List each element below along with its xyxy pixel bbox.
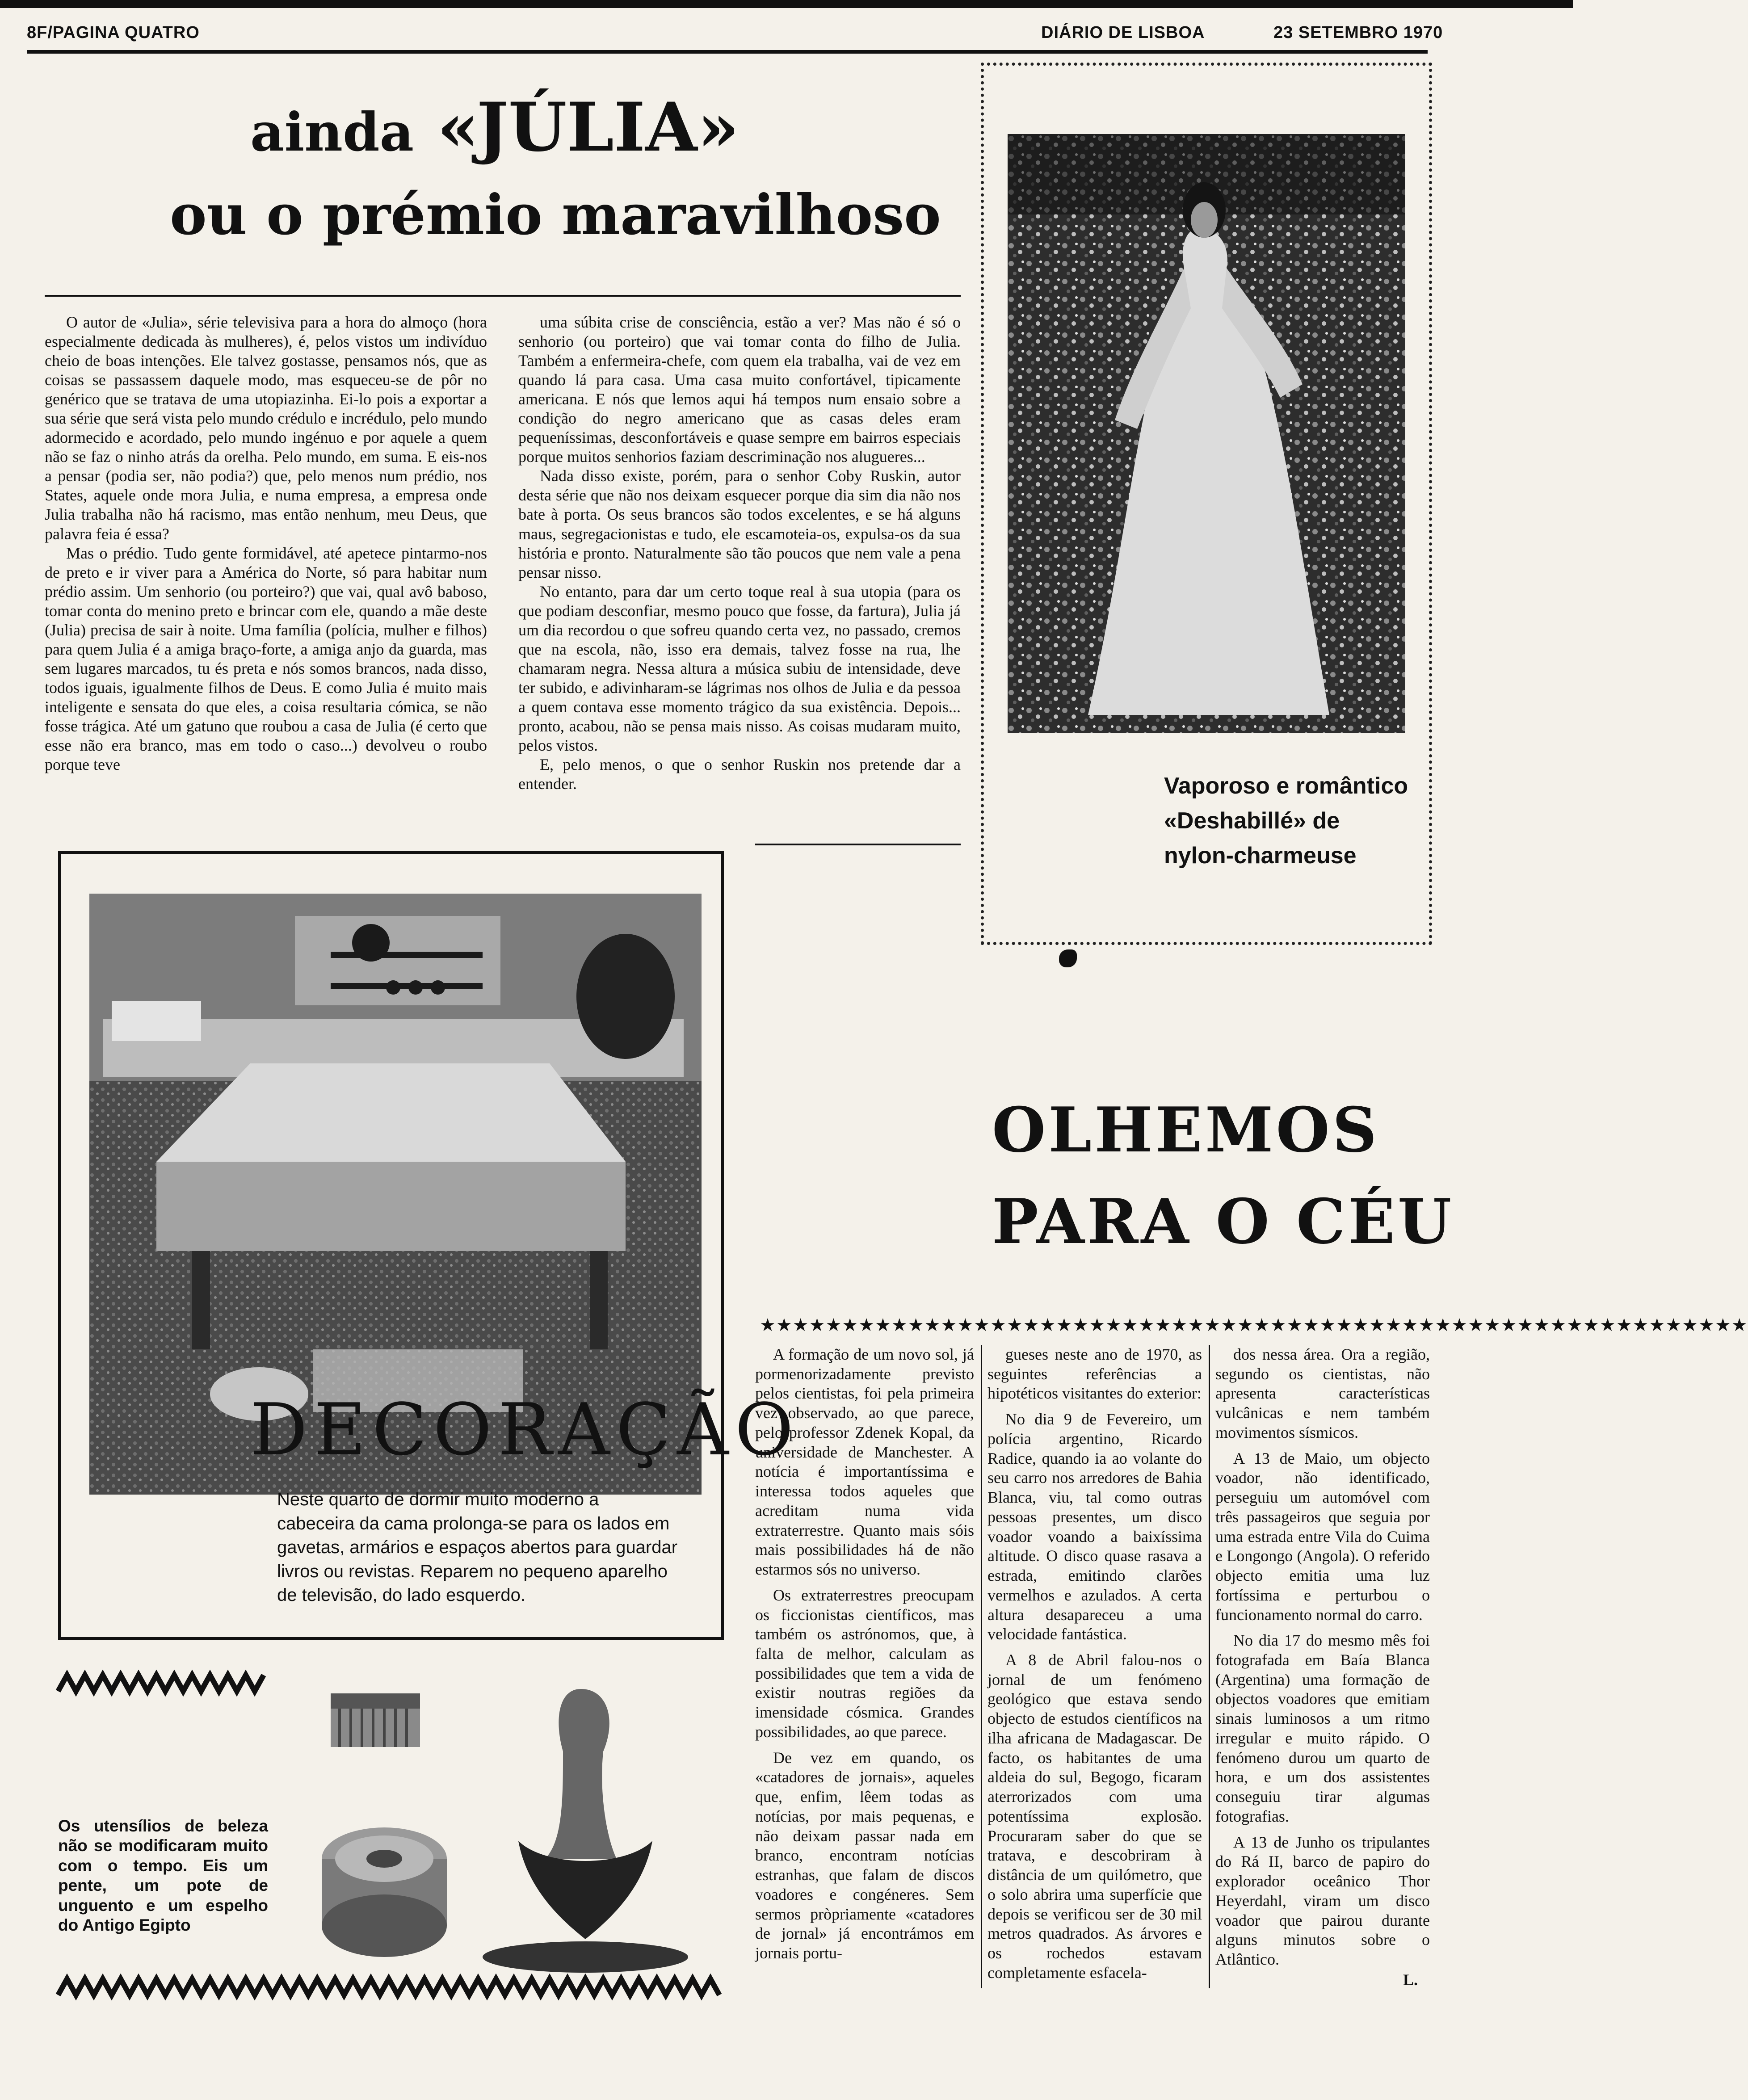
ceu-paragraph: A formação de um novo sol, já pormenorizadamente previsto pelos cientistas, foi pela primeira vez observado, ao que parece, pelo professor Zdenek Kopal, da universidade de Manchester. A notícia é importantíssima e interessa todos aqueles que acreditam numa vida extraterrestre. Quanto mais sóis mais possibilidades há de não estarmos sós no universo. bbox=[755, 1345, 974, 1579]
section-rule bbox=[755, 844, 961, 845]
issue-date: 23 SETEMBRO 1970 bbox=[1273, 23, 1443, 42]
julia-column-1 bbox=[45, 313, 487, 840]
newspaper-name: DIÁRIO DE LISBOA bbox=[1041, 23, 1205, 42]
egipto-objects-photo bbox=[295, 1680, 742, 1975]
julia-paragraph: Mas o prédio. Tudo gente formidável, até apetece pintarmo-nos de preto e ir viver para a América do Norte, só para habitar num prédio assim. Um senhorio (ou porteiro?) que vai, qual avô baboso, tomar conta do menino preto e brincar com ele, quando a mãe deste (Julia) precisa de sair à noite. Uma família (polícia, mulher e filhos) para quem Julia é a amiga braço-forte, a amiga anjo da guarda, mas sem lugares marcados, tu és preta e nós somos brancos, nada disso, todos iguais, igualmente filhos de Deus. E como Julia é muito mais inteligente e sensata do que eles, a coisa resultaria cómica, se não fosse trágica. Até um gatuno que roubou a casa de Julia (é certo que esse não era branco, mas em todo o caso...) devolveu o roubo porque teve bbox=[45, 544, 487, 774]
zigzag-border-top bbox=[58, 1673, 264, 1693]
ceu-column-3 bbox=[1215, 1345, 1430, 1988]
julia-paragraph: No entanto, para dar um certo toque real à sua utopia (para os que podiam desconfiar, mesmo pouco que fosse, da fartura), Julia já um dia recordou o que sofreu quando certa vez, no passado, cremos que na escola, não, isso era demais, talvez fosse na rua, lhe chamaram negra. Nessa altura a música subiu de intensidade, deve ter subido, e adivinharam-se lágrimas nos olhos de Julia e da pessoa a quem contava esse momento trágico da sua existência. Depois... pronto, acabou, não se pensa mais nisso. As coisas mudaram muito, pelos vistos. bbox=[518, 582, 961, 755]
ceu-column-1 bbox=[755, 1345, 974, 1993]
julia-headline bbox=[250, 88, 740, 167]
deshabille-photo bbox=[1008, 134, 1405, 733]
deshabille-caption bbox=[1164, 769, 1414, 873]
page-label: 8F/PAGINA QUATRO bbox=[27, 23, 200, 42]
ceu-paragraph: dos nessa área. Ora a região, segundo os cientistas, não apresenta características vulcânicas e nem também movimentos sísmicos. bbox=[1215, 1345, 1430, 1441]
page-top-border bbox=[0, 0, 1573, 8]
decoracao-title: DECORAÇÃO bbox=[250, 1388, 800, 1471]
ceu-paragraph: No dia 9 de Fevereiro, um polícia argentino, Ricardo Radice, quando ia ao volante do seu carro nos arredores de Bahia Blanca, viu, tal como outras pessoas presentes, um disco voador voando a baixíssima altitude. O disco quase rasava a estrada, emitindo clarões vermelhos e azulados. A certa altura desapareceu a uma velocidade fantástica. bbox=[987, 1410, 1202, 1643]
decoracao-text: Neste quarto de dormir muito moderno a cabeceira da cama prolonga-se para os lados em gavetas, armários e espaços abertos para guardar livros ou revistas. Reparem no pequeno aparelho de televisão, do lado esquerdo. bbox=[277, 1490, 678, 1605]
egipto-caption: Os utensílios de beleza não se modificaram muito com o tempo. Eis um pente, um pote de unguento e um espelho do Antigo Egipto bbox=[58, 1817, 268, 1934]
column-rule bbox=[981, 1345, 982, 1988]
header-rule bbox=[27, 50, 1428, 54]
julia-paragraph: E, pelo menos, o que o senhor Ruskin nos pretende dar a entender. bbox=[518, 756, 961, 793]
ceu-paragraph: A 13 de Junho os tripulantes do Rá II, barco de papiro do explorador oceânico Thor Heyerdahl, viram um disco voador que pairou durante alguns minutos sobre o Atlântico. bbox=[1215, 1833, 1430, 1969]
ceu-paragraph: A 8 de Abril falou-nos o jornal de um fenómeno geológico que estava sendo objecto de estudos científicos na ilha africana de Madagascar. De facto, os habitantes de uma aldeia do sul, Begogo, ficaram aterrorizados com uma potentíssima explosão. Procuraram saber do que se tratava, e descobriram à distância de um quilómetro, que o solo abrira uma superfície que depois se verificou ser de 30 mil metros quadrados. As árvores e os rochedos estavam completamente esfacela- bbox=[987, 1651, 1202, 1982]
julia-headline-prefix: ainda bbox=[250, 101, 414, 163]
star-divider: ★★★★★★★★★★★★★★★★★★★★★★★★★★★★★★★★★★★★★★★★★★★★★★★★★★★★★★★★★★★★ bbox=[760, 1315, 1748, 1335]
caption-line: Vaporoso e romântico bbox=[1164, 773, 1408, 799]
ceu-paragraph: Os extraterrestres preocupam os ficcionistas científicos, mas também os astrónomos, que, à falta de melhor, calculam as possibilidades que tem a vida de existir noutras regiões da imensidade cósmica. Grandes possibilidades, ao que parece. bbox=[755, 1586, 974, 1741]
julia-subtitle: ou o prémio maravilhoso bbox=[170, 183, 941, 248]
ceu-paragraph: gueses neste ano de 1970, as seguintes referências a hipotéticos visitantes do exterior: bbox=[987, 1345, 1202, 1403]
julia-headline-main: «JÚLIA» bbox=[437, 88, 740, 167]
julia-column-2 bbox=[518, 313, 961, 840]
zigzag-border-bottom bbox=[58, 1977, 724, 1997]
caption-line: nylon-charmeuse bbox=[1164, 843, 1357, 869]
ceu-title-line-1: OLHEMOS bbox=[992, 1093, 1380, 1166]
author-signature: L. bbox=[1403, 1971, 1418, 1989]
ceu-paragraph: A 13 de Maio, um objecto voador, não identificado, perseguiu um automóvel com três passageiros que seguia por uma estrada entre Vila do Cuima e Longongo (Angola). O referido objecto emitia uma luz fortíssima e perturbou o funcionamento normal do carro. bbox=[1215, 1449, 1430, 1624]
ceu-paragraph: No dia 17 do mesmo mês foi fotografada em Baía Blanca (Argentina) uma formação de objectos voadores que emitiam sinais luminosos a um ritmo irregular e muito rápido. O fenómeno durou um quarto de hora, e um dos assistentes conseguiu tirar algumas fotografias. bbox=[1215, 1631, 1430, 1825]
julia-paragraph: O autor de «Julia», série televisiva para a hora do almoço (hora especialmente dedicada às mulheres), é, pelos vistos um indivíduo cheio de boas intenções. Ele talvez gostasse, pensamos nós, que as coisas se passassem daquele modo, mas esqueceu-se de pôr no genérico que se tratava de uma utopiazinha. Ei-lo pois a exportar a sua série que será vista pelo mundo crédulo e incrédulo, pelo mundo adormecido e acordado, pelo mundo ingénuo e por aquele a quem não se faz o ninho atrás da orelha. Pelo mundo, em suma. E eis-nos a pensar (podia ser, não podia?) que, pelo menos num prédio, nos States, aquele onde mora Julia, e numa empresa, a empresa onde Julia trabalha não há racismo, mas então nenhum, meu Deus, que palavra feia é essa? bbox=[45, 313, 487, 543]
julia-rule bbox=[45, 295, 961, 297]
ceu-paragraph: De vez em quando, os «catadores de jornais», aqueles que, enfim, lêem todas as notícias, por mais pequenas, e não deixam passar nada em branco, encontram notícias estranhas, que falam de discos voadores e congéneres. Sem sermos pròpriamente «catadores de jornal» já encontrámos em jornais portu- bbox=[755, 1748, 974, 1962]
ceu-column-2 bbox=[987, 1345, 1202, 1993]
caption-line: «Deshabillé» de bbox=[1164, 808, 1340, 834]
column-rule bbox=[1209, 1345, 1210, 1988]
julia-paragraph: Nada disso existe, porém, para o senhor Coby Ruskin, autor desta série que não nos deixam esquecer porque dia sim dia não nos bate à porta. Os seus brancos são todos excelentes, e se há alguns maus, segregacionistas e tudo, ele escamoteia-os, expulsa-os da sua história e pronto. Naturalmente são tão poucos que nem vale a pena pensar nisso. bbox=[518, 467, 961, 581]
julia-paragraph: uma súbita crise de consciência, estão a ver? Mas não é só o senhorio (ou porteiro) que vai tomar conta do filho de Julia. Também a enfermeira-chefe, com quem ela trabalha, vai de vez em quando lá para casa. Uma casa muito confortável, tipicamente americana. E nós que lemos aqui há tempos num ensaio sobre a condição do negro americano que as casas deles eram pequeníssimas, desconfortáveis e quase sempre em bairros especiais porque muitos senhorios faziam descriminação nos alugueres... bbox=[518, 313, 961, 466]
ink-blot bbox=[1059, 949, 1077, 967]
ceu-title-line-2: PARA O CÉU bbox=[992, 1185, 1454, 1258]
